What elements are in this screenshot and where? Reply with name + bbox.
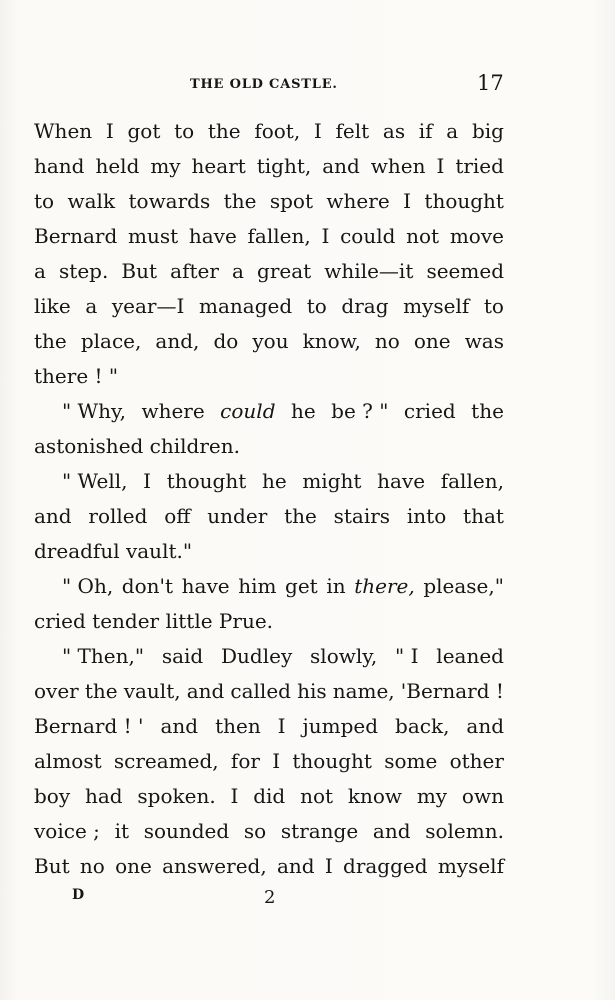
word: answered, [162, 854, 267, 878]
word: then [215, 714, 261, 738]
text-line [34, 149, 504, 184]
word: thought [166, 469, 247, 493]
word: walk [67, 189, 116, 213]
text-line [34, 709, 504, 744]
word: was [464, 329, 504, 353]
word: a [85, 294, 98, 318]
word: cried [403, 399, 456, 423]
word: had [84, 784, 123, 808]
word: must [127, 224, 179, 248]
word: his [297, 679, 327, 703]
text-line [34, 674, 504, 709]
text-line [34, 184, 504, 219]
word: you [252, 329, 289, 353]
word: when [370, 154, 426, 178]
word: slowly, [310, 644, 378, 668]
word: leaned [436, 644, 504, 668]
text-line [34, 324, 504, 359]
word: please," [423, 574, 504, 598]
word: place, [80, 329, 142, 353]
word: thought [292, 749, 372, 773]
word: " Why, [62, 399, 126, 423]
word: and, [155, 329, 200, 353]
word: while—it [324, 259, 414, 283]
word: move [449, 224, 504, 248]
word: and [186, 679, 225, 703]
word: stairs [333, 504, 391, 528]
text-line [34, 429, 504, 464]
word: boy [34, 784, 71, 808]
word: it [114, 819, 129, 843]
word: the [471, 399, 504, 423]
word: the [223, 189, 257, 213]
word: strange [280, 819, 359, 843]
text-line [34, 849, 504, 884]
word: solemn. [425, 819, 504, 843]
word: under [207, 504, 268, 528]
word: after [170, 259, 219, 283]
word: I [230, 784, 239, 808]
word: and [160, 714, 199, 738]
word: did [253, 784, 286, 808]
word: to [483, 294, 504, 318]
text-line [34, 779, 504, 814]
word: myself [403, 294, 470, 318]
word: vault, [123, 679, 181, 703]
word: and [372, 819, 411, 843]
word: But [121, 259, 158, 283]
word: where [326, 189, 390, 213]
word: and [276, 854, 315, 878]
word: said [161, 644, 204, 668]
page-number: 17 [477, 71, 504, 95]
word: dragged [343, 854, 428, 878]
text-line [34, 744, 504, 779]
word: get [285, 574, 318, 598]
word: in [326, 574, 346, 598]
word: I [403, 189, 411, 213]
text-line [34, 359, 504, 394]
word: my [416, 784, 448, 808]
word: myself [437, 854, 504, 878]
word: to [174, 119, 195, 143]
word: so [243, 819, 267, 843]
folio-mark: 2 [264, 887, 276, 908]
word: felt [335, 119, 370, 143]
word: But [34, 854, 70, 878]
word: into [406, 504, 447, 528]
word: foot, [254, 119, 301, 143]
word: have [377, 469, 426, 493]
word: there ! " [34, 364, 119, 388]
word: no [79, 854, 105, 878]
word: over [34, 679, 79, 703]
word: I [324, 854, 333, 878]
word: the [84, 679, 118, 703]
text-line [34, 499, 504, 534]
word: if [418, 119, 433, 143]
word: I [143, 469, 152, 493]
word: and [34, 504, 72, 528]
word: to [306, 294, 327, 318]
word: he [261, 469, 287, 493]
word: know, [302, 329, 361, 353]
word: astonished children. [34, 434, 240, 458]
word: I [272, 749, 281, 773]
word: tight, [256, 154, 312, 178]
word: not [406, 224, 440, 248]
word: sounded [143, 819, 230, 843]
word: Bernard ! ' [34, 714, 144, 738]
word: 'Bernard ! [400, 679, 504, 703]
text-line [34, 289, 504, 324]
word: towards [128, 189, 211, 213]
text-line [34, 464, 504, 499]
word: dreadful vault." [34, 539, 193, 563]
word: the [284, 504, 317, 528]
word: off [164, 504, 191, 528]
word: spot [269, 189, 313, 213]
text-line [34, 569, 504, 604]
word: screamed, [113, 749, 219, 773]
word: thought [424, 189, 504, 213]
word: I [436, 154, 445, 178]
word: name, [332, 679, 395, 703]
word: a [232, 259, 244, 283]
word: like [34, 294, 71, 318]
word: I [313, 119, 322, 143]
word: " Well, [62, 469, 128, 493]
word: I [277, 714, 286, 738]
text-line [34, 394, 504, 429]
word: to [34, 189, 55, 213]
word: might [302, 469, 362, 493]
word: there, [354, 574, 415, 598]
word: hand [34, 154, 85, 178]
word: almost [34, 749, 102, 773]
word: one [115, 854, 152, 878]
word: big [471, 119, 504, 143]
word: other [449, 749, 504, 773]
word: jumped [302, 714, 379, 738]
word: seemed [426, 259, 504, 283]
word: drag [341, 294, 389, 318]
word: the [207, 119, 241, 143]
word: Bernard [34, 224, 118, 248]
body-text [34, 114, 504, 884]
text-line [34, 219, 504, 254]
word: managed [199, 294, 293, 318]
word: heart [191, 154, 246, 178]
word: rolled [88, 504, 148, 528]
word: own [461, 784, 504, 808]
signature-mark: D [72, 887, 85, 903]
word: voice ; [34, 819, 100, 843]
word: step. [59, 259, 109, 283]
word: fallen, [440, 469, 504, 493]
word: be ? " [331, 399, 389, 423]
word: I [321, 224, 330, 248]
word: not [300, 784, 334, 808]
word: know [347, 784, 403, 808]
word: where [141, 399, 205, 423]
word: no [374, 329, 400, 353]
word: got [127, 119, 161, 143]
word: as [382, 119, 406, 143]
running-head: THE OLD CASTLE. [190, 77, 338, 92]
word: a [34, 259, 46, 283]
word: When [34, 119, 93, 143]
word: held [95, 154, 140, 178]
word: " Then," [62, 644, 145, 668]
word: and [322, 154, 360, 178]
word: could [220, 399, 276, 423]
word: great [257, 259, 312, 283]
word: tried [455, 154, 504, 178]
word: a [446, 119, 459, 143]
word: the [34, 329, 67, 353]
text-line [34, 114, 504, 149]
word: cried tender little Prue. [34, 609, 274, 633]
word: Dudley [221, 644, 293, 668]
word: do [213, 329, 239, 353]
word: that [463, 504, 504, 528]
word: he [290, 399, 316, 423]
text-line [34, 534, 504, 569]
word: my [150, 154, 181, 178]
text-line [34, 814, 504, 849]
word: and [466, 714, 504, 738]
word: one [413, 329, 451, 353]
word: could [340, 224, 396, 248]
word: have [188, 224, 237, 248]
word: don't [121, 574, 174, 598]
word: some [384, 749, 438, 773]
word: year—I [111, 294, 185, 318]
text-line [34, 639, 504, 674]
word: I [105, 119, 114, 143]
word: called [230, 679, 291, 703]
word: have [181, 574, 230, 598]
word: " I [395, 644, 419, 668]
word: fallen, [247, 224, 311, 248]
word: him [238, 574, 277, 598]
word: spoken. [137, 784, 216, 808]
word: " Oh, [62, 574, 114, 598]
text-line [34, 604, 504, 639]
text-line [34, 254, 504, 289]
word: for [230, 749, 260, 773]
word: back, [395, 714, 450, 738]
